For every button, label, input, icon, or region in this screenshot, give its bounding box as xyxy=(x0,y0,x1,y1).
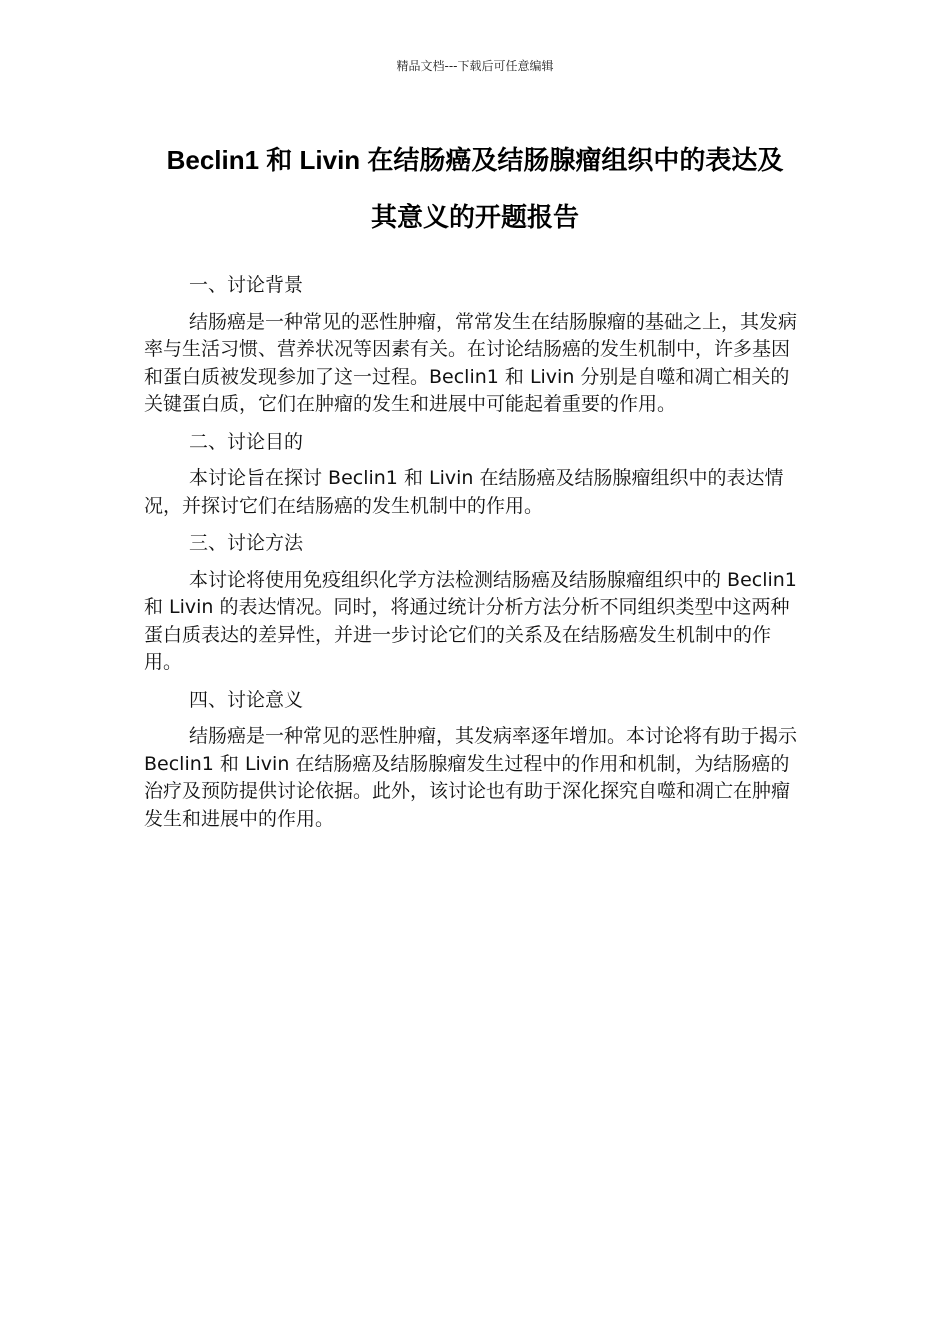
title-line-1: Beclin1 和 Livin 在结肠癌及结肠腺瘤组织中的表达及 xyxy=(166,145,784,175)
title-line-2: 其意义的开题报告 xyxy=(370,202,579,232)
section-heading-significance: 四、讨论意义 xyxy=(189,688,304,711)
section-body-significance: 结肠癌是一种常见的恶性肿瘤，其发病率逐年增加。本讨论将有助于揭示 Beclin1 和 Livin 在结肠癌及结肠腺瘤发生过程中的作用和机制，为结肠癌的治疗及预防提供讨论依据。此外，该讨论也有助于深化探究自噬和凋亡在肿瘤发生和进展中的作用。 xyxy=(144,725,798,830)
document-body xyxy=(144,272,804,843)
section-heading-method: 三、讨论方法 xyxy=(189,532,304,554)
section-heading-purpose: 二、讨论目的 xyxy=(189,430,304,453)
section-body-background: 结肠癌是一种常见的恶性肿瘤，常常发生在结肠腺瘤的基础之上，其发病率与生活习惯、营养状况等因素有关。在讨论结肠癌的发生机制中，许多基因和蛋白质被发现参加了这一过程。Beclin1 和 Livin 分别是自噬和凋亡相关的关键蛋白质，它们在肿瘤的发生和进展中可能起着重要的作用。 xyxy=(144,310,798,415)
document-title xyxy=(120,132,830,246)
header-note: 精品文档---下载后可任意编辑 xyxy=(396,59,554,73)
section-body-purpose: 本讨论旨在探讨 Beclin1 和 Livin 在结肠癌及结肠腺瘤组织中的表达情况，并探讨它们在结肠癌的发生机制中的作用。 xyxy=(144,467,784,517)
section-heading-background: 一、讨论背景 xyxy=(189,274,304,296)
section-body-method: 本讨论将使用免疫组织化学方法检测结肠癌及结肠腺瘤组织中的 Beclin1 和 Livin 的表达情况。同时，将通过统计分析方法分析不同组织类型中这两种蛋白质表达的差异性，并进一步讨论它们的关系及在结肠癌发生机制中的作用。 xyxy=(144,568,797,673)
